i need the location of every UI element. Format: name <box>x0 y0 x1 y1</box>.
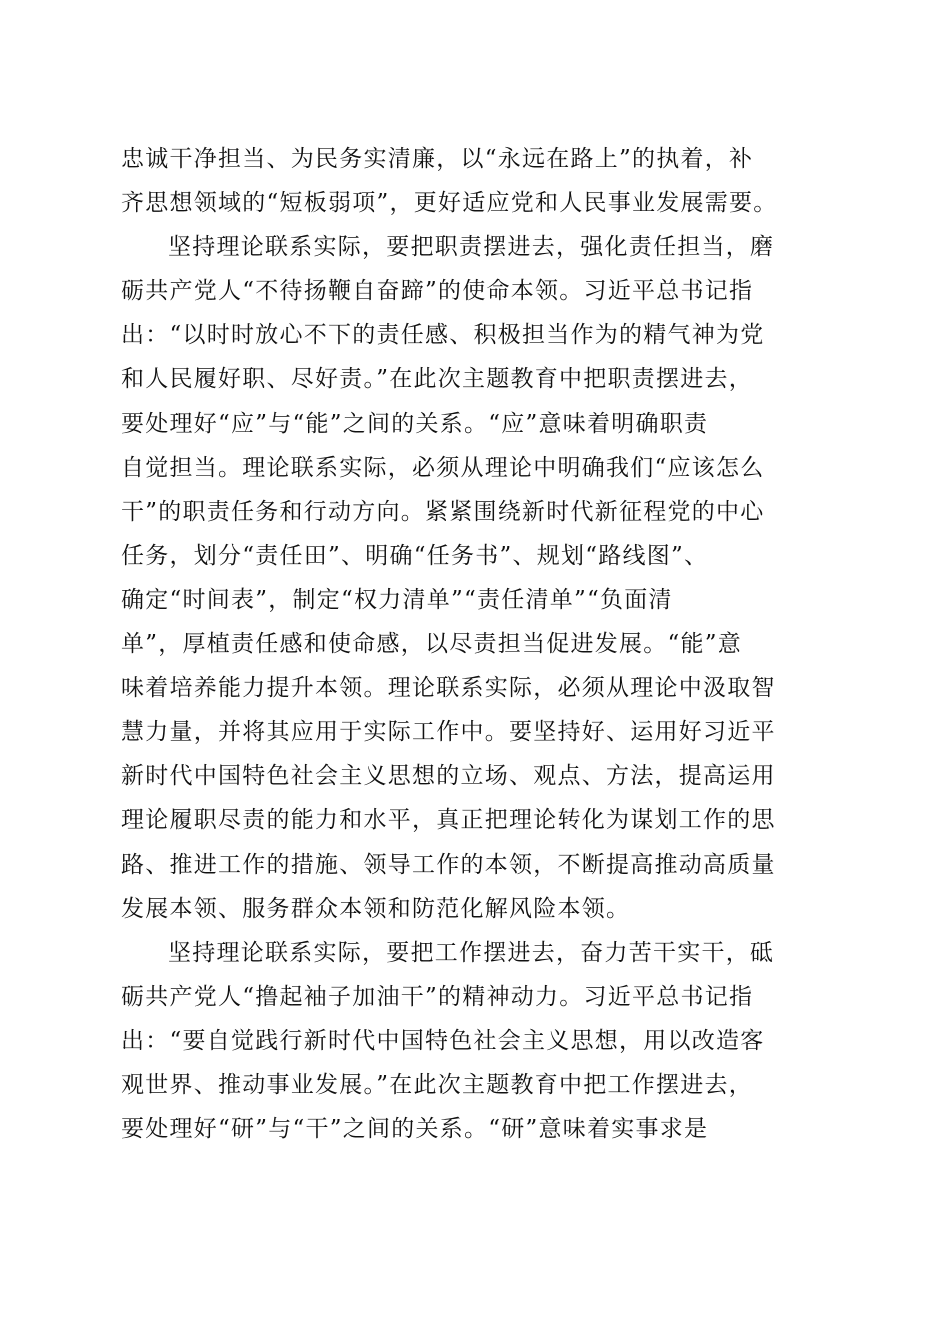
text-line: 和人民履好职、尽好责。”在此次主题教育中把职责摆进去， <box>121 366 754 393</box>
text-line: 慧力量，并将其应用于实际工作中。要坚持好、运用好习近平 <box>121 719 776 746</box>
text-line: 发展本领、服务群众本领和防范化解风险本领。 <box>121 895 631 922</box>
paragraph-3 <box>121 931 831 1151</box>
text-line: 砺共产党人“不待扬鞭自奋蹄”的使命本领。习近平总书记指 <box>121 278 754 305</box>
paragraph-1 <box>121 137 831 225</box>
text-line: 干”的职责任务和行动方向。紧紧围绕新时代新征程党的中心 <box>121 498 765 525</box>
paragraph-2 <box>121 225 831 931</box>
text-line: 路、推进工作的措施、领导工作的本领，不断提高推动高质量 <box>121 851 776 878</box>
text-line: 新时代中国特色社会主义思想的立场、观点、方法，提高运用 <box>121 763 776 790</box>
text-line: 自觉担当。理论联系实际，必须从理论中明确我们“应该怎么 <box>121 454 765 481</box>
text-line: 砺共产党人“撸起袖子加油干”的精神动力。习近平总书记指 <box>121 983 754 1010</box>
text-line: 坚持理论联系实际，要把工作摆进去，奋力苦干实干，砥 <box>168 939 775 966</box>
text-line: 忠诚干净担当、为民务实清廉，以“永远在路上”的执着，补 <box>121 146 754 172</box>
text-line: 观世界、推动事业发展。”在此次主题教育中把工作摆进去， <box>121 1071 754 1098</box>
text-line: 味着培养能力提升本领。理论联系实际，必须从理论中汲取智 <box>121 675 776 702</box>
text-line: 要处理好“应”与“能”之间的关系。“应”意味着明确职责 <box>121 410 709 437</box>
text-line: 理论履职尽责的能力和水平，真正把理论转化为谋划工作的思 <box>121 807 776 834</box>
document-body <box>121 137 831 1151</box>
text-line: 齐思想领域的“短板弱项”，更好适应党和人民事业发展需要。 <box>121 190 778 217</box>
text-line: 出：“要自觉践行新时代中国特色社会主义思想，用以改造客 <box>121 1027 765 1054</box>
text-line: 出：“以时时放心不下的责任感、积极担当作为的精气神为党 <box>121 322 765 349</box>
text-line: 单”，厚植责任感和使命感，以尽责担当促进发展。“能”意 <box>121 631 743 658</box>
text-line: 坚持理论联系实际，要把职责摆进去，强化责任担当，磨 <box>168 234 775 261</box>
text-line: 任务，划分“责任田”、明确“任务书”、规划“路线图”、 <box>121 542 709 569</box>
text-line: 要处理好“研”与“干”之间的关系。“研”意味着实事求是 <box>121 1116 709 1143</box>
text-line: 确定“时间表”，制定“权力清单”“责任清单”“负面清 <box>121 586 673 613</box>
